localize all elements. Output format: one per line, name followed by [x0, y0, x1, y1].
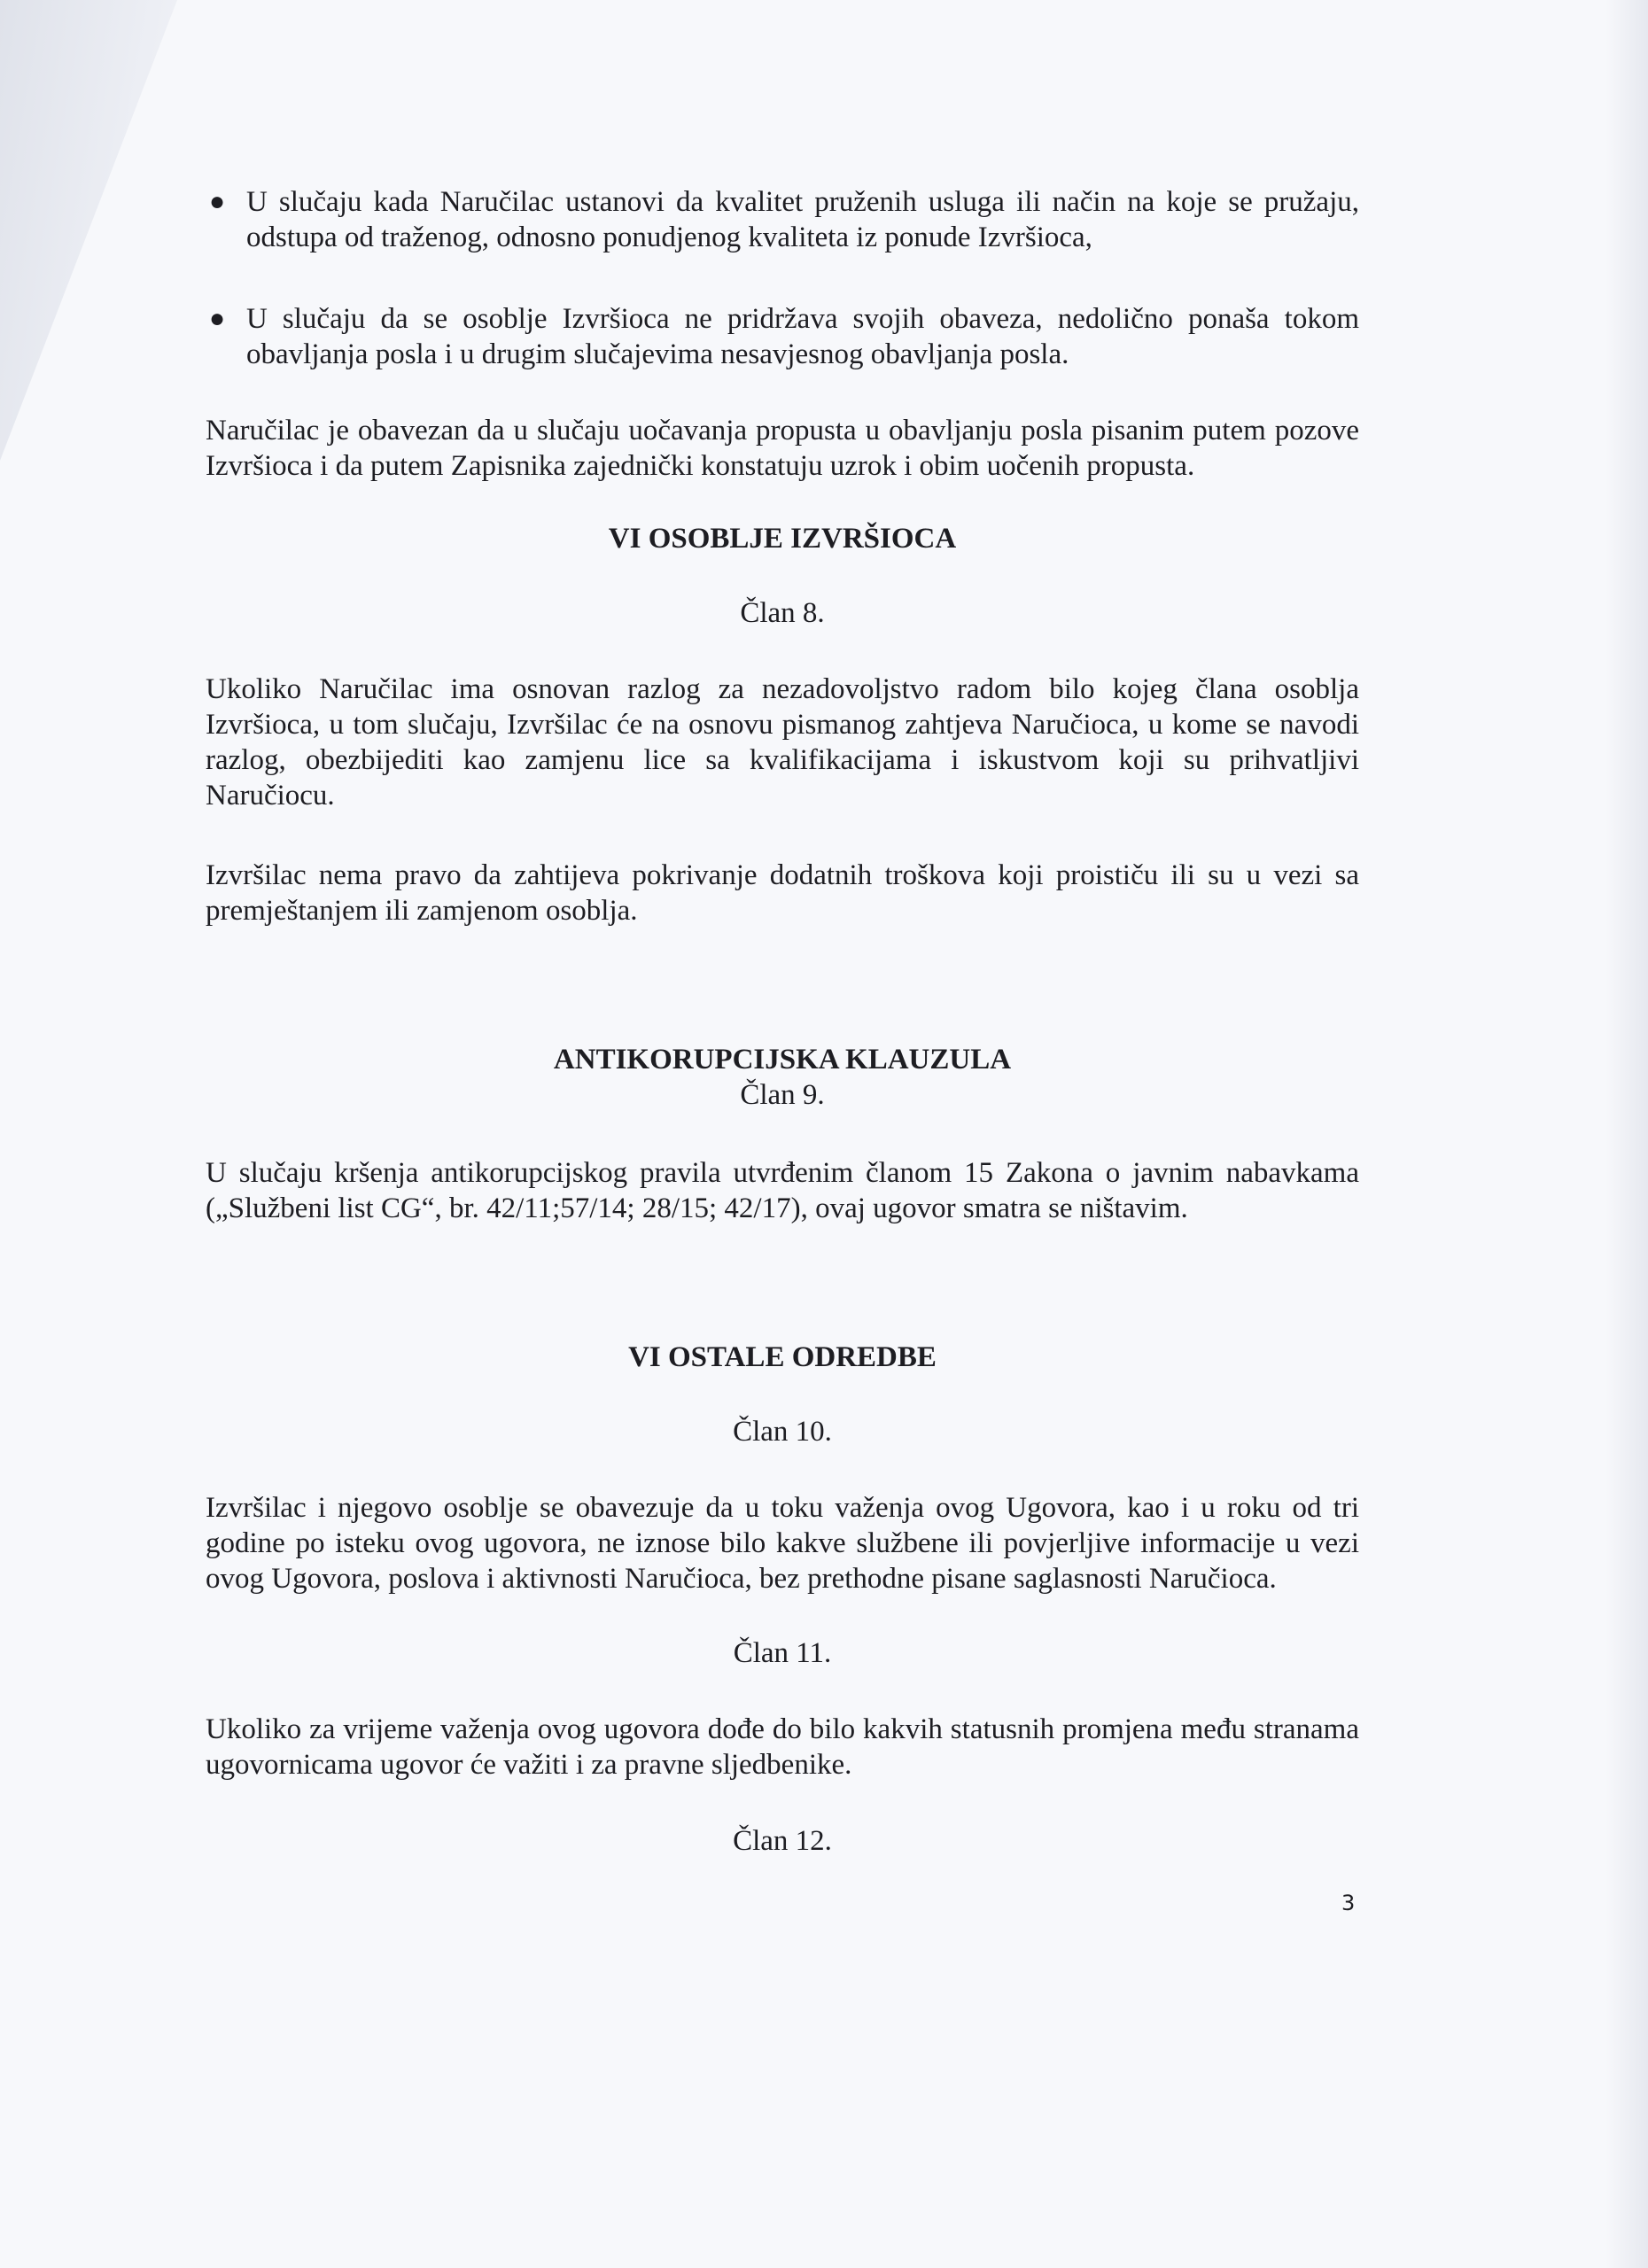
bullet-icon: ●: [209, 187, 226, 216]
article-number-8: Član 8.: [740, 597, 825, 629]
bullet-icon: ●: [209, 304, 226, 333]
bullet-item-osoblje: [206, 301, 1359, 372]
section-title-antikorupcija: ANTIKORUPCIJSKA KLAUZULA: [553, 1044, 1012, 1076]
section-title-ostale-odredbe: VI OSTALE ODREDBE: [628, 1341, 937, 1373]
article-number-10: Član 10.: [733, 1416, 832, 1448]
section-title-osoblje: VI OSOBLJE IZVRŠIOCA: [608, 523, 957, 555]
paragraph-clan8-1: Ukoliko Naručilac ima osnovan razlog za nezadovoljstvo radom bilo kojeg člana osoblja Izvršioca, u tom slučaju, Izvršilac će na osnovu pismanog zahtjeva Naručioca, u kome se navodi razlog, obezbijediti kao zamjenu lice sa kvalifikacijama i iskustvom koji su prihvatljivi Naručiocu.: [206, 673, 1359, 812]
article-number-9: Član 9.: [740, 1079, 825, 1111]
article-number-11: Član 11.: [733, 1637, 832, 1669]
paragraph-clan9: U slučaju kršenja antikorupcijskog pravila utvrđenim članom 15 Zakona o javnim nabavkama („Službeni list CG“, br. 42/11;57/14; 28/15; 42/17), ovaj ugovor smatra se ništavim.: [206, 1157, 1359, 1224]
paragraph-clan10: Izvršilac i njegovo osoblje se obavezuje da u toku važenja ovog Ugovora, kao i u roku od tri godine po isteku ovog ugovora, ne iznose bilo kakve službene ili povjerljive informacije u vezi ovog Ugovora, poslova i aktivnosti Naručioca, bez prethodne pisane saglasnosti Naručioca.: [206, 1492, 1359, 1595]
page-edge-shadow: [1605, 0, 1648, 2268]
bullet-text: U slučaju da se osoblje Izvršioca ne pridržava svojih obaveza, nedolično ponaša tokom obavljanja posla i u drugim slučajevima nesavjesnog obavljanja posla.: [246, 303, 1359, 370]
article-number-12: Član 12.: [733, 1825, 832, 1857]
paragraph-clan11: Ukoliko za vrijeme važenja ovog ugovora dođe do bilo kakvih statusnih promjena među stranama ugovornicama ugovor će važiti i za pravne sljedbenike.: [206, 1713, 1359, 1781]
page-number: 3: [1341, 1891, 1356, 1915]
paragraph-clan8-2: Izvršilac nema pravo da zahtijeva pokrivanje dodatnih troškova koji proističu ili su u vezi sa premještanjem ili zamjenom osoblja.: [206, 859, 1359, 927]
bullet-text: U slučaju kada Naručilac ustanovi da kvalitet pruženih usluga ili način na koje se pružaju, odstupa od traženog, odnosno ponudjenog kvaliteta iz ponude Izvršioca,: [246, 186, 1359, 253]
paragraph-obaveza: Naručilac je obavezan da u slučaju uočavanja propusta u obavljanju posla pisanim putem pozove Izvršioca i da putem Zapisnika zajednički konstatuju uzrok i obim uočenih propusta.: [206, 415, 1359, 482]
page-fold-shadow: [0, 0, 195, 496]
bullet-item-kvalitet: [206, 184, 1359, 255]
